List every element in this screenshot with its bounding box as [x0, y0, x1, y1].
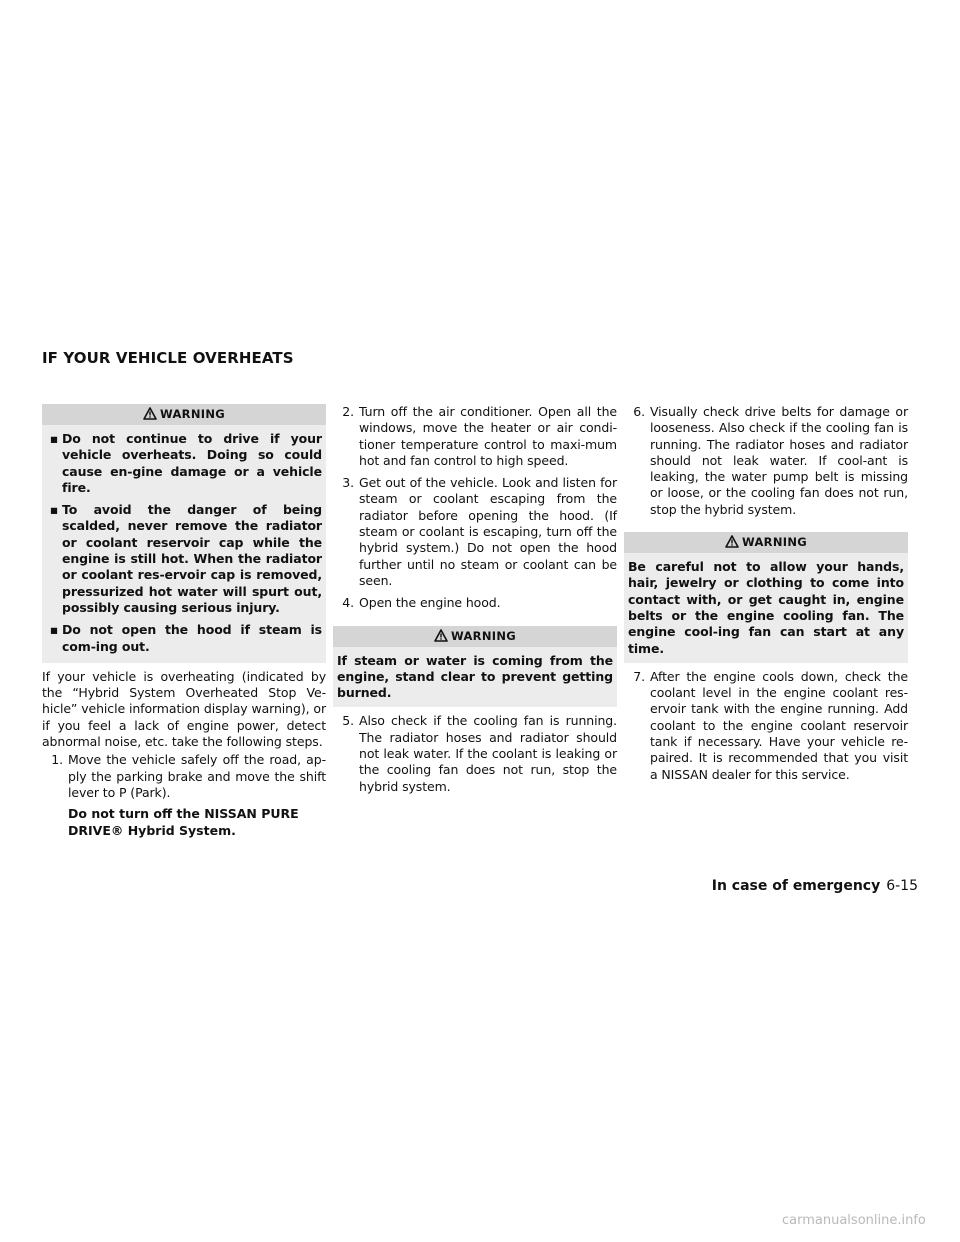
warning-triangle-icon: [143, 406, 157, 427]
warning-triangle-icon: [434, 628, 448, 649]
column-3: [624, 404, 908, 783]
step-6: 6. Visually check drive belts for damage or looseness. Also check if the cooling fan is running. The radiator hoses and radiator should not leak water. If cool-ant is leaking, the water pump belt is missing or loose, or the cooling fan does not run, stop the hybrid system.: [633, 404, 908, 517]
column-1: [42, 404, 326, 839]
page-number: 6-15: [886, 878, 918, 894]
warning-bullet: ▪ To avoid the danger of being scalded, never remove the radiator or coolant reservoir cap while the engine is still hot. When the radiator or coolant res-ervoir cap is removed, pressurized hot water will spurt out, possibly causing serious injury.: [49, 502, 322, 615]
warning-header: [42, 404, 326, 425]
warning-triangle-icon: [725, 534, 739, 555]
step-2: 2. Turn off the air conditioner. Open all the windows, move the heater or air condi-tioner temperature control to maxi-mum hot and fan control to high speed.: [342, 404, 617, 468]
warning-bullet: ▪ Do not open the hood if steam is com-ing out.: [49, 622, 322, 654]
page-footer: [712, 878, 918, 894]
column-2: [333, 404, 617, 795]
step-7: 7. After the engine cools down, check the coolant level in the engine coolant res-ervoir tank with the engine running. Add coolant to the engine coolant reservoir tank if necessary. Have your vehicle re-paired. It is recommended that you visit a NISSAN dealer for this service.: [633, 668, 908, 782]
warning-label: WARNING: [160, 407, 225, 421]
hybrid-note: Do not turn off the NISSAN PURE DRIVE® Hybrid System.: [68, 806, 299, 838]
warning-box: [333, 647, 617, 708]
step-3: 3. Get out of the vehicle. Look and listen for steam or coolant escaping from the radiator before opening the hood. (If steam or coolant is escaping, turn off the hybrid system.) Do not open the hood further until no steam or coolant can be seen.: [342, 475, 617, 588]
warning-header: [333, 626, 617, 647]
intro-paragraph: If your vehicle is overheating (indicated by the “Hybrid System Overheated Stop Ve-hicle” vehicle information display warning), or if you feel a lack of engine power, detect abnormal noise, etc. take the following steps.: [42, 668, 326, 750]
warning-bullet: ▪ Do not continue to drive if your vehicle overheats. Doing so could cause en-gine damage or a vehicle fire.: [49, 431, 322, 495]
warning-text: If steam or water is coming from the engine, stand clear to prevent getting burned.: [337, 652, 613, 701]
warning-label: WARNING: [451, 628, 516, 643]
step-5: 5. Also check if the cooling fan is running. The radiator hoses and radiator should not leak water. If the coolant is leaking or the cooling fan does not run, stop the hybrid system.: [342, 713, 617, 794]
section-title: IF YOUR VEHICLE OVERHEATS: [42, 349, 294, 367]
watermark: carmanualsonline.info: [782, 1213, 926, 1228]
warning-box: [42, 425, 326, 663]
warning-label: WARNING: [742, 535, 807, 550]
step-4: 4. Open the engine hood.: [342, 595, 501, 611]
step-1: 1. Move the vehicle safely off the road, ap-ply the parking brake and move the shift lever to P (Park).: [51, 752, 326, 800]
warning-header: [624, 532, 908, 553]
warning-text: Be careful not to allow your hands, hair, jewelry or clothing to come into contact with, or get caught in, engine belts or the engine cooling fan. The engine cool-ing fan can start at any time.: [628, 559, 904, 656]
footer-title: In case of emergency: [711, 878, 881, 894]
warning-box: [624, 553, 908, 663]
